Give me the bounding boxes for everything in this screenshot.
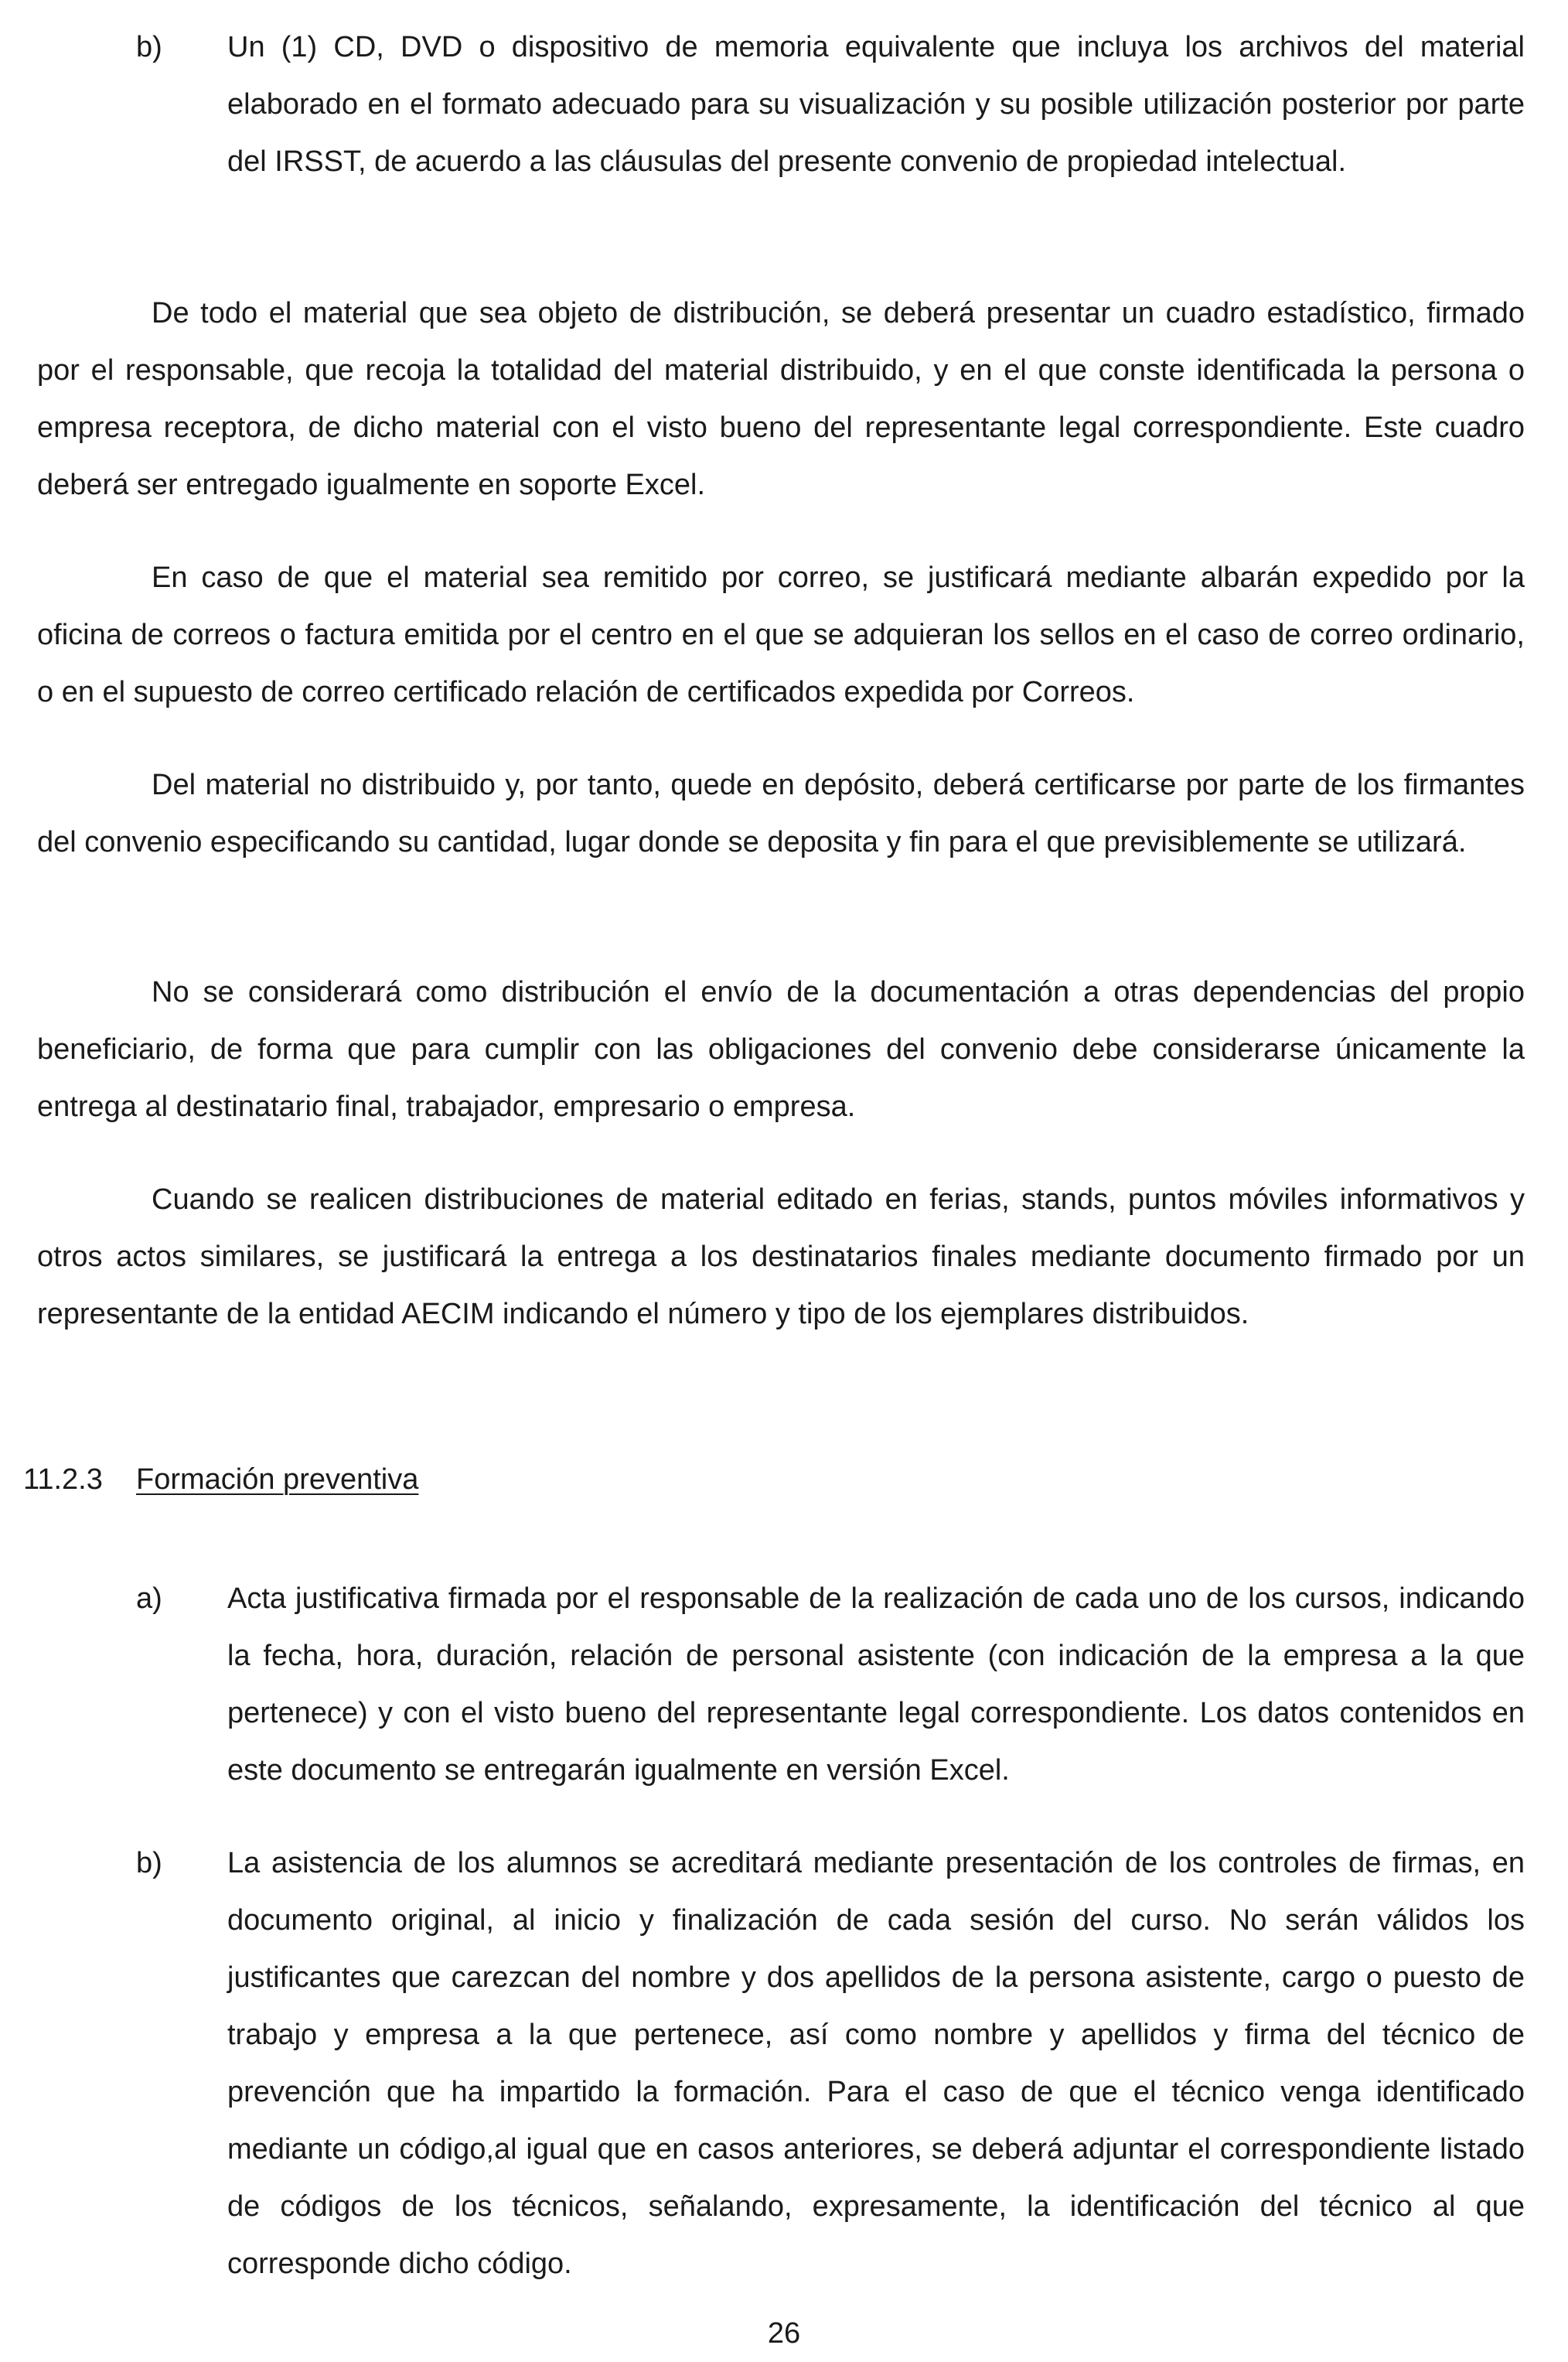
section-number: 11.2.3	[23, 1463, 103, 1496]
list-item-cd-dvd: Un (1) CD, DVD o dispositivo de memoria equivalente que incluya los archivos del material elaborado en el formato adecuado para su visualización y su posible utilización posterior por parte del IRSST, de acuerdo a las cláusulas del presente convenio de propiedad intelectual.	[227, 31, 1525, 178]
page-number: 26	[767, 2317, 801, 2350]
list-item-acta-justificativa: Acta justificativa firmada por el responsable de la realización de cada uno de los cursos, indicando la fecha, hora, duración, relación de personal asistente (con indicación de la empresa a la que pertenece) y con el visto bueno del representante legal correspondiente. Los datos contenidos en este documento se entregarán igualmente en versión Excel.	[227, 1582, 1525, 1787]
list-label-a: a)	[136, 1582, 162, 1615]
section-title: Formación preventiva	[136, 1463, 419, 1496]
list-item-asistencia-alumnos: La asistencia de los alumnos se acreditará mediante presentación de los controles de firmas, en documento original, al inicio y finalización de cada sesión del curso. No serán válidos los justificantes que carezcan del nombre y dos apellidos de la persona asistente, cargo o puesto de trabajo y empresa a la que pertenece, así como nombre y apellidos y firma del técnico de prevención que ha impartido la formación. Para el caso de que el técnico venga identificado mediante un código,al igual que en casos anteriores, se deberá adjuntar el correspondiente listado de códigos de los técnicos, señalando, expresamente, la identificación del técnico al que corresponde dicho código.	[227, 1847, 1525, 2280]
paragraph-material-no-distribuido: Del material no distribuido y, por tanto, quede en depósito, deberá certificarse por parte de los firmantes del convenio especificando su cantidad, lugar donde se deposita y fin para el que previsiblemente se utilizará.	[37, 769, 1525, 858]
paragraph-no-distribucion: No se considerará como distribución el envío de la documentación a otras dependencias del propio beneficiario, de forma que para cumplir con las obligaciones del convenio debe considerarse únicamente la entrega al destinatario final, trabajador, empresario o empresa.	[37, 976, 1525, 1123]
paragraph-cuadro-estadistico: De todo el material que sea objeto de distribución, se deberá presentar un cuadro estadístico, firmado por el responsable, que recoja la totalidad del material distribuido, y en el que conste identificada la persona o empresa receptora, de dicho material con el visto bueno del representante legal correspondiente. Este cuadro deberá ser entregado igualmente en soporte Excel.	[37, 297, 1525, 501]
section-heading	[23, 1451, 418, 1508]
paragraph-ferias-stands: Cuando se realicen distribuciones de material editado en ferias, stands, puntos móviles informativos y otros actos similares, se justificará la entrega a los destinatarios finales mediante documento firmado por un representante de la entidad AECIM indicando el número y tipo de los ejemplares distribuidos.	[37, 1183, 1525, 1330]
list-label-b: b)	[136, 1847, 162, 1879]
paragraph-envio-correo: En caso de que el material sea remitido por correo, se justificará mediante albarán expedido por la oficina de correos o factura emitida por el centro en el que se adquieran los sellos en el caso de correo ordinario, o en el supuesto de correo certificado relación de certificados expedida por Correos.	[37, 561, 1525, 708]
list-label-b: b)	[136, 31, 162, 63]
